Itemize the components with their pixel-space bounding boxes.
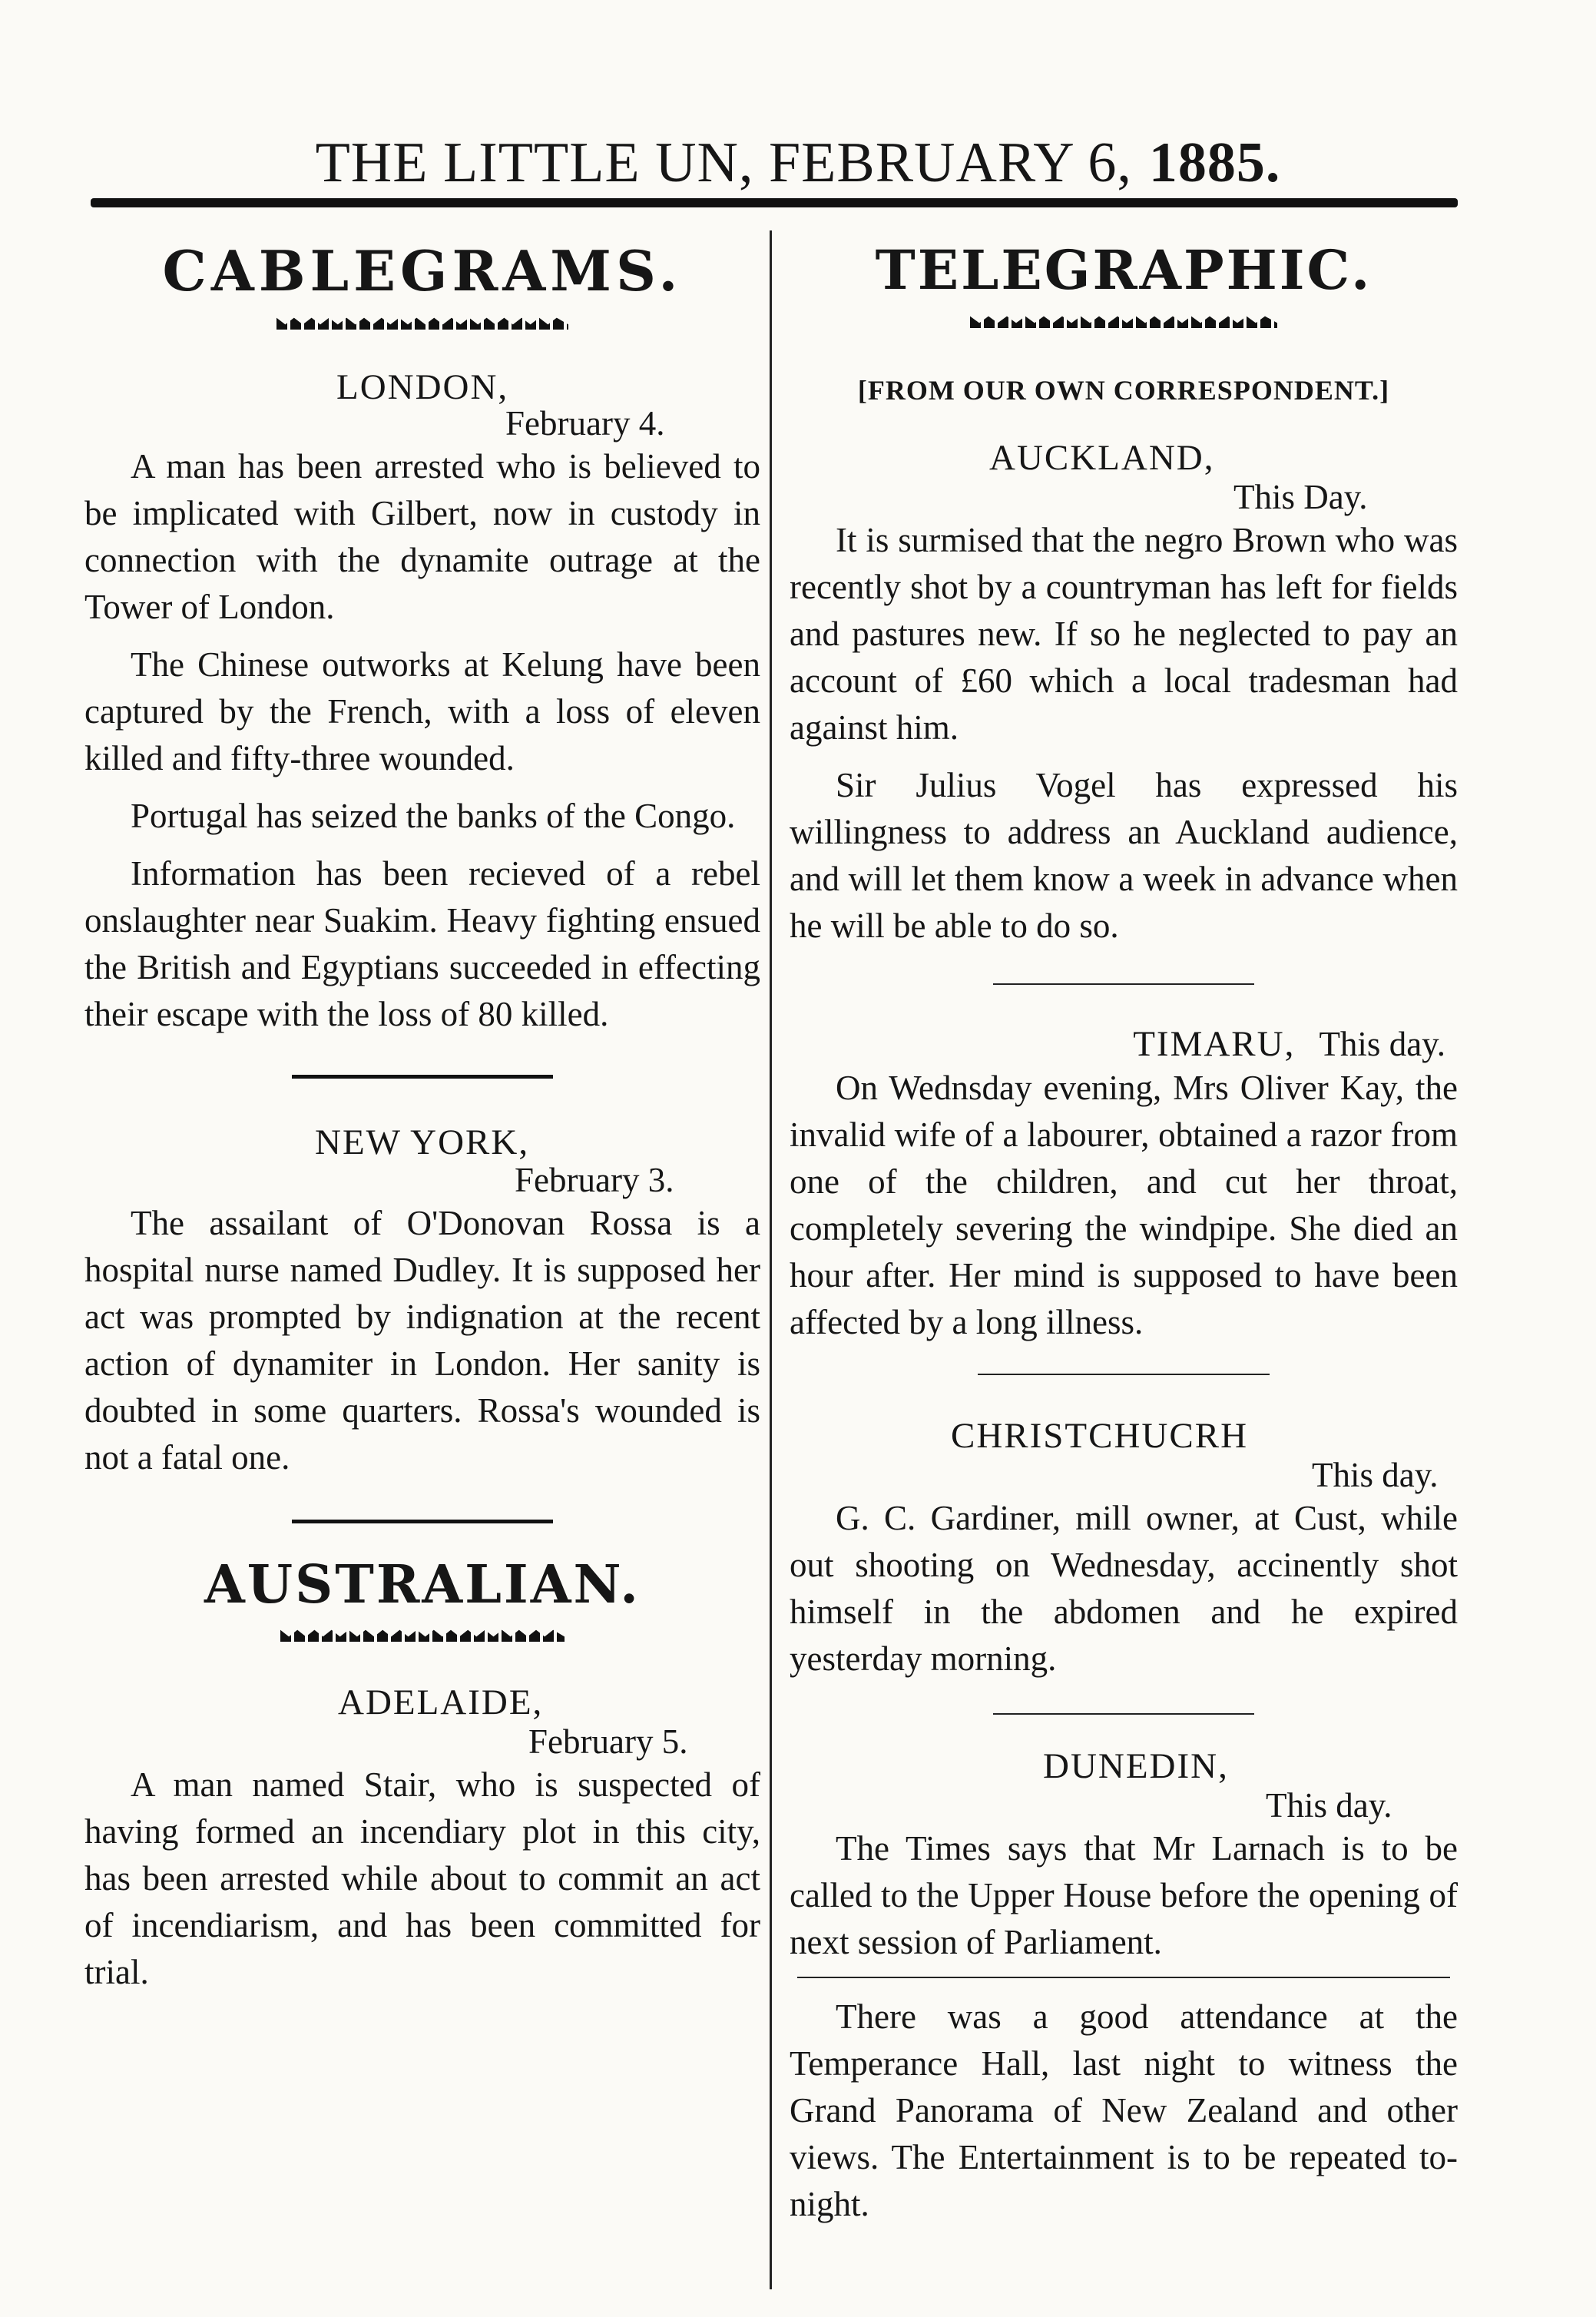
heading-ornament [970, 311, 1277, 328]
cablegrams-heading: CABLEGRAMS. [162, 238, 683, 303]
article-paragraph: Information has been recieved of a rebel onslaughter near Suakim. Heavy fighting ensued the British and Egyptians succeeded in effecting their escape with the loss of 80 killed. [84, 854, 760, 1033]
london-date: February 4. [505, 404, 665, 443]
article-paragraph: The Chinese outworks at Kelung have been captured by the French, with a loss of eleven killed and fifty-three wounded. [84, 645, 760, 777]
masthead [0, 131, 1596, 196]
left-column [84, 223, 760, 2007]
column-divider [770, 230, 772, 2289]
australian-heading: AUSTRALIAN. [204, 1554, 641, 1616]
adelaide-article: A man named Stair, who is suspected of having formed an incendiary plot in this city, has been arrested while about to commit an act of incendiarism, and has been committed for trial. [84, 1765, 760, 1991]
article-paragraph: Portugal has seized the banks of the Congo. [131, 797, 736, 835]
section-rule [978, 1374, 1270, 1375]
masthead-rule [91, 198, 1458, 207]
london-article [84, 443, 760, 1038]
newyork-place: NEW YORK, [315, 1122, 530, 1162]
timaru-place: TIMARU, [1133, 1024, 1296, 1064]
section-rule [993, 1713, 1254, 1715]
dunedin-date: This day. [1266, 1786, 1392, 1825]
masthead-title: THE LITTLE UN, FEBRUARY 6, [315, 131, 1132, 194]
section-rule [797, 1977, 1450, 1978]
london-place: LONDON, [336, 367, 509, 407]
christchurch-place: CHRISTCHUCRH [951, 1416, 1249, 1456]
heading-ornament [280, 1625, 565, 1642]
auckland-article [790, 517, 1458, 950]
telegraphic-heading: TELEGRAPHIC. [875, 238, 1372, 302]
article-paragraph: It is surmised that the negro Brown who was recently shot by a countryman has left for fields and pastures new. If so he neglected to pay an account of £60 which a local tradesman had against him. [790, 521, 1458, 747]
dunedin-article: The Times says that Mr Larnach is to be called to the Upper House before the opening of next session of Parliament. [790, 1829, 1458, 1961]
newyork-article: The assailant of O'Donovan Rossa is a hospital nurse named Dudley. It is supposed her act was prompted by indignation at the recent action of dynamiter in London. Her sanity is doubted in some quarters. Rossa's wounded is not a fatal one. [84, 1204, 760, 1477]
article-paragraph: Sir Julius Vogel has expressed his willingness to address an Auckland audience, and will let them know a week in advance when he will be able to do so. [790, 766, 1458, 945]
auckland-place: AUCKLAND, [989, 438, 1215, 478]
newyork-date: February 3. [515, 1161, 674, 1199]
adelaide-place: ADELAIDE, [338, 1682, 544, 1722]
correspondent-note: [FROM OUR OWN CORRESPONDENT.] [857, 375, 1390, 406]
dunedin-place: DUNEDIN, [1043, 1746, 1229, 1786]
article-paragraph: A man has been arrested who is believed to be implicated with Gilbert, now in custody in connection with the dynamite outrage at the Tower of London. [84, 447, 760, 626]
timaru-dateline [790, 1023, 1458, 1065]
timaru-article: On Wednsday evening, Mrs Oliver Kay, the invalid wife of a labourer, obtained a razor from one of the children, and cut her throat, completely severing the windpipe. She died an hour after. Her mind is supposed to have been affected by a long illness. [790, 1069, 1458, 1341]
adelaide-date: February 5. [528, 1722, 688, 1761]
christchurch-article: G. C. Gardiner, mill owner, at Cust, while out shooting on Wednesday, accinently shot himself in the abdomen and he expired yesterday morning. [790, 1499, 1458, 1678]
dunedin-notice: There was a good attendance at the Temperance Hall, last night to witness the Grand Panorama of New Zealand and other views. The Entertainment is to be repeated to-night. [790, 1997, 1458, 2223]
christchurch-date: This day. [1312, 1456, 1439, 1494]
auckland-date: This Day. [1233, 478, 1368, 516]
timaru-date: This day. [1319, 1025, 1445, 1063]
section-rule [292, 1075, 553, 1079]
heading-ornament [276, 313, 568, 330]
section-rule [993, 983, 1254, 985]
right-column [790, 223, 1458, 2239]
masthead-year: 1885. [1148, 131, 1281, 194]
section-rule [292, 1520, 553, 1523]
